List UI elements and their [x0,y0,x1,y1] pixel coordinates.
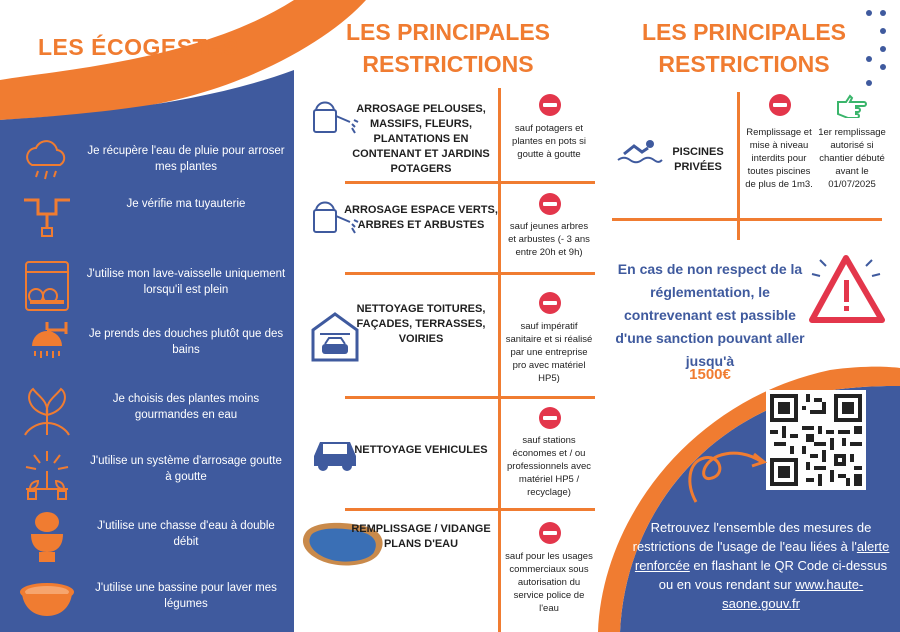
restriction-exception: sauf impératif sanitaire et si réalisé par une entreprise pro avec matériel HP5) [505,321,593,384]
forbidden-icon [769,94,791,116]
forbidden-icon [539,292,561,314]
eco-text: Je vérifie ma tuyauterie [126,198,246,210]
title-line: RESTRICTIONS [658,51,830,77]
eco-item [0,258,294,318]
row-divider [345,272,595,275]
decorative-dot [880,10,886,16]
decorative-dot [866,56,872,62]
row-divider [345,396,595,399]
rain-cloud-icon [18,135,76,193]
warning-icon [806,250,890,330]
eco-item [0,572,294,632]
website-link[interactable]: www.haute-saone.gouv.fr [722,577,864,611]
drip-irrigation-icon [18,445,76,503]
pool-divider [612,218,882,221]
restriction-label: ARROSAGE ESPACE VERTS, ARBRES ET ARBUSTES [344,204,498,231]
eco-text: J'utilise mon lave-vaisselle uniquement lorsqu'il est plein [86,268,286,296]
pool-allowed-text: 1er remplissage autorisé si chantier débuté avant le 01/07/2025 [818,127,886,190]
bottom-info-text [632,518,890,613]
title-line: RESTRICTIONS [362,51,534,77]
qr-code-icon [766,390,866,490]
decorative-dot [880,46,886,52]
right-title [624,16,864,80]
title-line: LES PRINCIPALES [345,19,551,45]
pipes-icon [18,188,76,246]
title-line: LES PRINCIPALES [641,19,847,45]
eco-text: J'utilise un système d'arrosage goutte à goutte [90,455,282,483]
eco-item [0,383,294,443]
eco-item [0,135,294,195]
fine-amount: 1500€ [689,366,731,383]
eco-text: Je choisis des plantes moins gourmandes en eau [112,393,260,421]
qr-code[interactable] [766,390,866,490]
restriction-label: NETTOYAGE TOITURES, FAÇADES, TERRASSES, VOIRIES [356,303,486,345]
eco-text: J'utilise une bassine pour laver mes légumes [95,582,277,610]
decorative-dot [866,80,872,86]
eco-item [0,188,294,248]
restriction-label: REMPLISSAGE / VIDANGE PLANS D'EAU [351,523,491,550]
arrow-swirl-icon [678,444,770,504]
restriction-label: ARROSAGE PELOUSES, MASSIFS, FLEURS, PLANTATIONS EN CONTENANT ET JARDINS POTAGERS [352,103,490,175]
info-text-part: en flashant le QR Code ci-dessus ou en vous rendant sur [658,558,888,592]
eco-text: Je récupère l'eau de pluie pour arroser mes plantes [87,145,285,173]
ecogestes-title: LES ÉCOGESTES [38,34,239,60]
eco-text: Je prends des douches plutôt que des bains [88,328,284,356]
middle-title [298,16,598,80]
pointing-hand-icon [836,92,868,118]
restriction-exception: sauf jeunes arbres et arbustes (- 3 ans entre 20h et 9h) [508,221,590,258]
swimmer-icon [616,136,664,168]
decorative-dot [880,64,886,70]
decorative-dot [866,10,872,16]
pool-label: PISCINES PRIVÉES [672,146,724,173]
basin-icon [18,572,76,630]
row-divider [345,508,595,511]
row-divider [345,181,595,184]
forbidden-icon [539,522,561,544]
forbidden-icon [539,193,561,215]
shower-icon [18,318,76,376]
dishwasher-icon [18,258,76,316]
restriction-label: NETTOYAGE VEHICULES [354,444,488,456]
plant-icon [18,383,76,441]
restriction-exception: sauf potagers et plantes en pots si goutte à goutte [512,123,586,160]
warning-text: En cas de non respect de la réglementation, le contrevenant est passible d'une sanction pouvant aller jusqu'à [615,261,805,369]
eco-item [0,510,294,570]
alert-link[interactable]: alerte renforcée [634,539,890,573]
pool-forbidden-text: Remplissage et mise à niveau interdits pour toutes piscines de plus de 1m3. [745,127,813,190]
eco-item [0,318,294,378]
eco-text: J'utilise une chasse d'eau à double débit [97,520,275,548]
forbidden-icon [539,94,561,116]
decorative-dot [880,28,886,34]
restriction-exception: sauf pour les usages commerciaux sous autorisation du service police de l'eau [505,551,593,614]
forbidden-icon [539,407,561,429]
restriction-exception: sauf stations économes et / ou professionnels avec matériel HP5 / recyclage) [507,435,591,498]
toilet-icon [18,510,76,568]
pool-column-divider [737,92,740,240]
eco-item [0,445,294,505]
info-text-part: Retrouvez l'ensemble des mesures de restrictions de l'usage de l'eau liées à l' [632,520,872,554]
